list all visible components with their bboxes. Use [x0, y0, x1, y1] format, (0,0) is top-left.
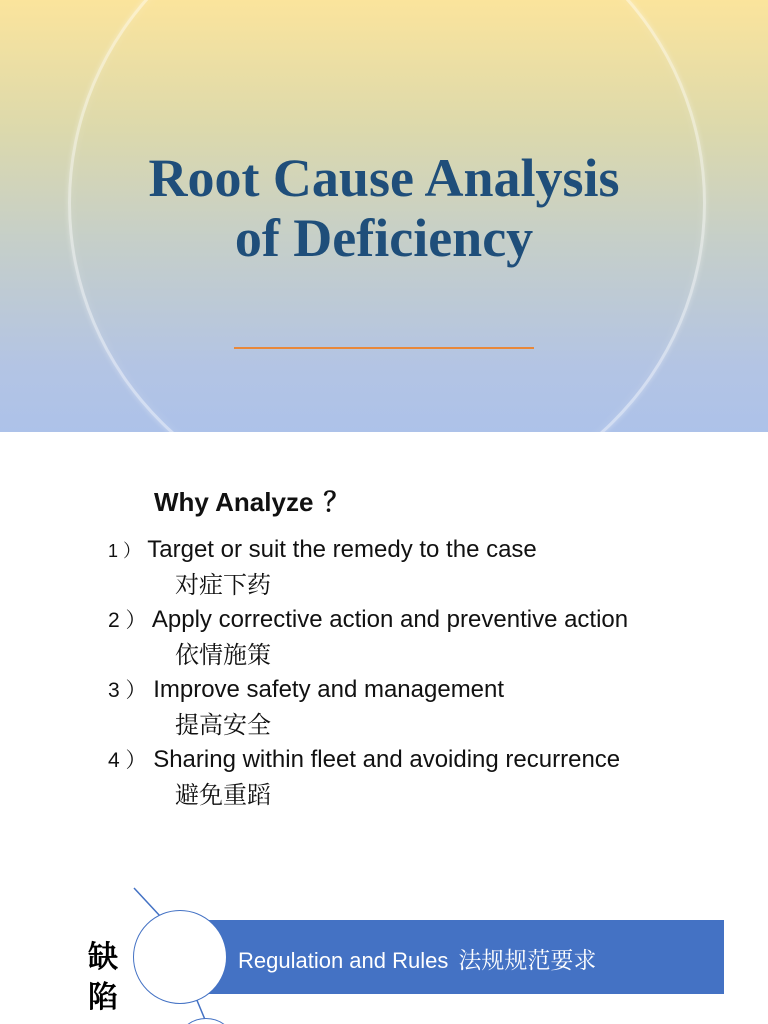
item-chinese: 对症下药	[175, 571, 271, 599]
title-slide	[0, 0, 768, 432]
item-chinese: 提高安全	[175, 711, 271, 739]
heading-question-mark: ？	[323, 487, 350, 517]
title-line-2: of Deficiency	[234, 208, 534, 268]
item-number: 2 ）	[108, 609, 147, 632]
bar-label-en: Regulation and Rules	[238, 948, 449, 973]
regulation-bar	[208, 920, 724, 994]
item-text: Sharing within fleet and avoiding recurrence	[153, 746, 621, 773]
side-label: 缺陷	[88, 940, 118, 1015]
slide-title	[0, 148, 768, 268]
title-underline	[234, 347, 534, 349]
item-chinese: 避免重蹈	[175, 781, 271, 809]
title-line-1: Root Cause Analysis	[148, 148, 620, 208]
item-text: Target or suit the remedy to the case	[147, 536, 537, 563]
item-text: Improve safety and management	[153, 676, 505, 703]
heading-text: Why Analyze	[154, 487, 314, 517]
item-chinese: 依情施策	[175, 641, 271, 669]
bar-label-cn: 法规规范要求	[458, 947, 597, 973]
bar-circle-node	[133, 910, 227, 1004]
item-text: Apply corrective action and preventive action	[151, 606, 629, 633]
item-number: 1 ）	[108, 541, 142, 561]
item-number: 4 ）	[108, 749, 147, 772]
content-slide	[0, 432, 768, 1024]
item-number: 3 ）	[108, 679, 147, 702]
